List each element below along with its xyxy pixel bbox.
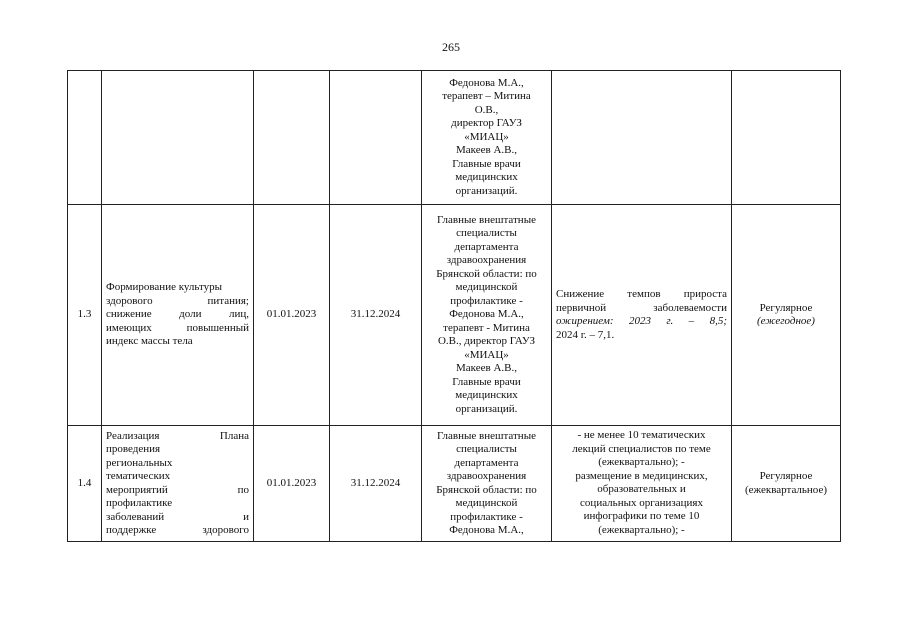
text-line: медицинских — [455, 171, 518, 184]
measure-description — [102, 205, 254, 426]
text-line: здорового питания; — [106, 294, 249, 307]
row-number: 1.4 — [68, 426, 102, 542]
text-line: Главные внештатные — [437, 429, 536, 442]
text-line: специалисты — [456, 443, 517, 455]
text-line: мероприятий по — [106, 483, 249, 496]
text-line: медицинских — [455, 389, 518, 402]
text-line: Снижение темпов прироста — [556, 288, 727, 300]
text-line: Федонова М.А., — [449, 76, 524, 89]
text-line: Брянской области: по — [436, 267, 537, 280]
responsible-persons — [422, 426, 552, 542]
start-date — [254, 71, 330, 205]
text-line: организаций. — [455, 402, 518, 415]
measure-description — [102, 426, 254, 542]
text-line: департамента — [454, 456, 519, 469]
expected-result — [552, 426, 732, 542]
text-line: Федонова М.А., — [449, 308, 524, 321]
text-line: имеющих повышенный — [106, 321, 249, 334]
text-line: специалисты — [456, 227, 517, 240]
page-number: 265 — [442, 40, 460, 54]
expected-result — [552, 205, 732, 426]
text-line: Формирование культуры — [106, 281, 223, 294]
periodicity — [732, 426, 841, 542]
periodicity — [732, 205, 841, 426]
text-line: лекций специалистов по теме — [572, 442, 711, 455]
responsible-persons — [422, 205, 552, 426]
text-line: Главные врачи — [452, 375, 521, 388]
text-line: (ежегодное) — [757, 315, 815, 327]
text-line: профилактике — [106, 497, 173, 509]
text-line: Макеев А.В., — [456, 362, 517, 375]
text-line: организаций. — [455, 184, 518, 197]
text-line: социальных организациях — [580, 496, 703, 509]
text-line: здравоохранения — [446, 470, 527, 482]
text-line: заболеваний и — [106, 510, 249, 523]
start-date: 01.01.2023 — [254, 205, 330, 426]
text-line: «МИАЦ» — [464, 130, 509, 143]
text-line: поддержке здорового — [106, 524, 249, 536]
text-line: департамента — [454, 240, 519, 253]
text-line: Регулярное — [759, 301, 813, 314]
text-line: профилактике - — [450, 510, 523, 523]
text-line: тематических — [106, 470, 171, 482]
text-line: Регулярное — [759, 470, 813, 482]
measure-description — [102, 71, 254, 205]
text-line: О.В., — [474, 103, 499, 116]
text-line: - не менее 10 тематических — [577, 429, 706, 441]
text-line: «МИАЦ» — [464, 348, 509, 361]
text-line: Макеев А.В., — [456, 144, 517, 157]
text-line: О.В., директор ГАУЗ — [437, 335, 536, 348]
text-line: терапевт - Митина — [443, 321, 530, 334]
expected-result — [552, 71, 732, 205]
end-date: 31.12.2024 — [330, 205, 422, 426]
start-date: 01.01.2023 — [254, 426, 330, 542]
text-line: проведения — [106, 443, 161, 455]
text-line: региональных — [106, 456, 173, 469]
text-line: первичной заболеваемости — [556, 301, 727, 314]
text-line: (ежеквартально); - — [598, 523, 685, 536]
text-line: Реализация Плана — [106, 429, 249, 442]
text-line: Главные врачи — [452, 157, 521, 170]
text-line: профилактике - — [450, 294, 523, 307]
table-row — [68, 426, 841, 542]
end-date — [330, 71, 422, 205]
measures-table — [67, 70, 841, 542]
row-number — [68, 71, 102, 205]
text-line: образовательных и — [597, 483, 686, 495]
text-line: снижение доли лиц, — [106, 308, 249, 321]
text-line: ожирением: 2023 г. – 8,5; — [556, 315, 727, 327]
text-line: директор ГАУЗ — [451, 117, 522, 130]
text-line: размещение в медицинских, — [575, 469, 708, 482]
text-line: медицинской — [455, 281, 518, 294]
row-number: 1.3 — [68, 205, 102, 426]
text-line: медицинской — [455, 497, 518, 509]
end-date: 31.12.2024 — [330, 426, 422, 542]
text-line: Федонова М.А., — [449, 524, 524, 536]
text-line: (ежеквартальное) — [744, 483, 827, 496]
text-line: 2024 г. – 7,1. — [556, 328, 615, 341]
table-row — [68, 205, 841, 426]
periodicity — [732, 71, 841, 205]
text-line: индекс массы тела — [106, 335, 193, 348]
text-line: Главные внештатные — [437, 213, 536, 226]
text-line: Брянской области: по — [436, 483, 537, 496]
text-line: инфографики по теме 10 — [583, 510, 700, 522]
table-row — [68, 71, 841, 205]
responsible-persons — [422, 71, 552, 205]
text-line: (ежеквартально); - — [598, 456, 685, 468]
text-line: здравоохранения — [446, 254, 527, 267]
text-line: терапевт – Митина — [442, 90, 531, 103]
